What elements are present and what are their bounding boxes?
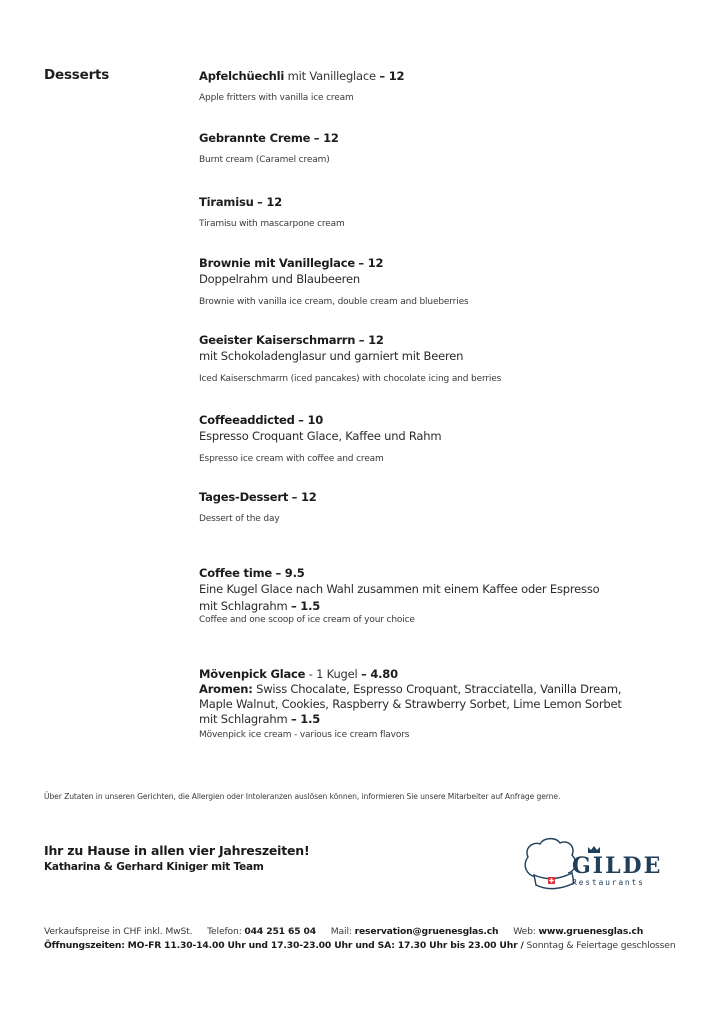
item-description: Espresso Croquant Glace, Kaffee und Rahm bbox=[199, 429, 442, 443]
item-english: Apple fritters with vanilla ice cream bbox=[199, 93, 354, 103]
menu-item-apfelchuechli bbox=[199, 68, 669, 104]
item-name: Tiramisu bbox=[199, 195, 254, 209]
item-name-suffix: mit Vanilleglace bbox=[287, 69, 376, 83]
item-extra-label: mit Schlagrahm bbox=[199, 598, 288, 613]
opening-hours: MO-FR 11.30-14.00 Uhr und 17.30-23.00 Uhr und SA: 17.30 Uhr bis 23.00 Uhr / bbox=[127, 940, 524, 951]
item-extra-price: – 1.5 bbox=[290, 598, 321, 613]
menu-item-kaiserschmarrn bbox=[199, 332, 669, 385]
item-extra-label: mit Schlagrahm bbox=[199, 712, 288, 726]
phone-number: 044 251 65 04 bbox=[244, 926, 316, 937]
item-english: Coffee and one scoop of ice cream of your choice bbox=[199, 615, 415, 625]
section-title: Desserts bbox=[44, 67, 110, 83]
closed-days: Sonntag & Feiertage geschlossen bbox=[526, 940, 676, 951]
flavors-line2: Maple Walnut, Cookies, Raspberry & Strawberry Sorbet, Lime Lemon Sorbet bbox=[199, 697, 622, 711]
menu-item-tages-dessert bbox=[199, 489, 669, 525]
closing-block bbox=[44, 842, 310, 875]
item-english: Espresso ice cream with coffee and cream bbox=[199, 453, 384, 464]
menu-item-gebrannte-creme bbox=[199, 130, 669, 166]
web-link[interactable]: www.gruenesglas.ch bbox=[538, 926, 644, 937]
item-description: Doppelrahm und Blaubeeren bbox=[199, 272, 360, 286]
logo-brand: GILDE bbox=[572, 853, 663, 879]
hours-label: Öffnungszeiten: bbox=[44, 940, 125, 951]
item-name: Tages-Dessert bbox=[199, 490, 289, 504]
item-price: – 12 bbox=[379, 69, 405, 83]
logo-subtitle: Restaurants bbox=[572, 878, 645, 887]
item-english: Mövenpick ice cream - various ice cream flavors bbox=[199, 730, 410, 740]
item-description: Eine Kugel Glace nach Wahl zusammen mit einem Kaffee oder Espresso bbox=[199, 582, 600, 596]
item-name: Brownie mit Vanilleglace bbox=[199, 256, 355, 270]
mail-link[interactable]: reservation@gruenesglas.ch bbox=[354, 926, 499, 937]
flavors-label: Aromen: bbox=[199, 682, 253, 696]
closing-tagline: Ihr zu Hause in allen vier Jahreszeiten! bbox=[44, 843, 310, 858]
menu-item-tiramisu bbox=[199, 194, 669, 230]
prices-note: Verkaufspreise in CHF inkl. MwSt. bbox=[44, 926, 193, 937]
menu-item-coffeeaddicted bbox=[199, 412, 669, 465]
item-english: Tiramisu with mascarpone cream bbox=[199, 219, 345, 229]
item-price: – 12 bbox=[257, 195, 283, 209]
item-english: Dessert of the day bbox=[199, 514, 280, 524]
gilde-logo bbox=[520, 835, 670, 897]
item-price: – 12 bbox=[358, 256, 384, 270]
menu-item-coffee-time bbox=[199, 565, 669, 626]
item-price: – 10 bbox=[298, 413, 324, 427]
item-english: Burnt cream (Caramel cream) bbox=[199, 155, 330, 165]
item-name: Geeister Kaiserschmarrn bbox=[199, 333, 356, 347]
item-name: Gebrannte Creme bbox=[199, 131, 311, 145]
footer: Verkaufspreise in CHF inkl. MwSt. Telefon: 044 251 65 04 Mail: reservation@gruenesglas.ch Web: www.gruenesglas.ch Öffnungszeiten: MO-FR 11.30-14.00 Uhr und 17.30-23.00 Uhr und SA: 17.30 Uhr bis 23.00 Uhr / Sonntag & Feiertage geschlossen bbox=[44, 926, 676, 951]
menu-item-brownie bbox=[199, 255, 669, 308]
flavors-line1: Swiss Chocalate, Espresso Croquant, Stracciatella, Vanilla Dream, bbox=[252, 682, 622, 696]
item-name: Apfelchüechli bbox=[199, 69, 285, 83]
chef-hat-icon bbox=[520, 835, 580, 897]
item-name: Coffeeaddicted bbox=[199, 413, 295, 427]
item-english: Iced Kaiserschmarrn (iced pancakes) with chocolate icing and berries bbox=[199, 373, 502, 384]
item-price: – 12 bbox=[313, 131, 339, 145]
menu-item-moevenpick: Mövenpick Glace - 1 Kugel – 4.80 Aromen: Swiss Chocalate, Espresso Croquant, Stracciatella, Vanilla Dream, Maple Walnut, Cookies, Raspberry & Strawberry Sorbet, Lime Lemon Sorbet mit Schlagrahm – 1.5 Mövenpick ice cream - various ice cream flavors bbox=[199, 666, 669, 741]
item-price: – 9.5 bbox=[275, 566, 305, 580]
item-price: – 4.80 bbox=[360, 667, 398, 681]
item-price: – 12 bbox=[358, 333, 384, 347]
item-name: Coffee time bbox=[199, 566, 272, 580]
item-extra-price: – 1.5 bbox=[290, 712, 321, 726]
item-english: Brownie with vanilla ice cream, double cream and blueberries bbox=[199, 296, 469, 307]
item-unit: 1 Kugel bbox=[316, 667, 358, 681]
item-price: – 12 bbox=[291, 490, 317, 504]
item-description: mit Schokoladenglasur und garniert mit Beeren bbox=[199, 349, 464, 363]
closing-hosts: Katharina & Gerhard Kiniger mit Team bbox=[44, 861, 264, 873]
allergen-note: Über Zutaten in unseren Gerichten, die Allergien oder Intoleranzen auslösen können, informieren Sie unsere Mitarbeiter auf Anfrage gerne. bbox=[44, 792, 561, 801]
item-name: Mövenpick Glace bbox=[199, 667, 306, 681]
